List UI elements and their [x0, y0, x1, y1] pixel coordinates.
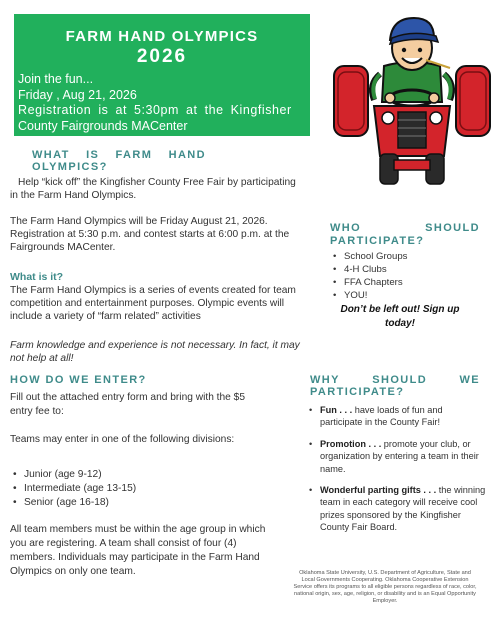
heading-word: WHAT [32, 149, 70, 161]
division-item: • Senior (age 16-18) [10, 496, 230, 510]
division-list [10, 468, 230, 510]
why-item-title: Fun . . . [320, 405, 353, 415]
heading-word: SHOULD [372, 374, 428, 386]
division-item: • Junior (age 9-12) [10, 468, 230, 482]
what-is-paragraph-1: Help “kick off” the Kingfisher County Free Fair by participating in the Farm Hand Olympics. [10, 177, 296, 202]
intro-text [18, 72, 304, 134]
why-item-text: promote your club, or organization by entering a team in their name. [320, 438, 479, 474]
enter-heading: HOW DO WE ENTER? [10, 374, 147, 386]
tractor-farmer-illustration [332, 4, 492, 204]
who-item: • 4-H Clubs [330, 263, 480, 276]
who-item: • YOU! [330, 289, 480, 302]
division-item: • Intermediate (age 13-15) [10, 482, 230, 496]
why-item-title: Wonderful parting gifts . . . [320, 485, 437, 496]
footer-disclaimer: Oklahoma State University, U.S. Department of Agriculture, State and Local Governments Cooperating. Oklahoma Cooperative Extension Service offers its programs to all eligible persons regardless of race, color, national origin, sex, age, religion, or disability and is an Equal Opportunity Employer. [293, 570, 477, 604]
why-item-text: the winning team in each category will receive cool prizes sponsored by the Kingfisher County Fair Board. [320, 485, 486, 533]
why-item-text: have loads of fun and participate in the County Fair! [320, 405, 443, 428]
who-heading-line2: PARTICIPATE? [330, 235, 425, 247]
what-is-it-heading: What is it? [10, 271, 64, 283]
intro-line: Friday , Aug 21, 2026 [18, 87, 137, 102]
what-is-heading-line2: OLYMPICS? [32, 161, 108, 173]
why-list [306, 404, 486, 534]
what-is-it-note: Farm knowledge and experience is not necessary. In fact, it may not help at all! [10, 340, 300, 365]
enter-paragraph-2: Teams may enter in one of the following divisions: [10, 434, 235, 445]
intro-line: County Fairgrounds MACenter [18, 118, 188, 133]
who-cta: Don’t be left out! Sign up today! [340, 304, 460, 329]
why-heading-line2: PARTICIPATE? [310, 386, 405, 398]
who-item: • School Groups [330, 250, 480, 263]
why-item-fun [306, 404, 486, 429]
what-is-paragraph-2: The Farm Hand Olympics will be Friday August 21, 2026. Registration at 5:30 p.m. and contest starts at 6:00 p.m. at the Fairgrounds MACenter. [10, 216, 290, 254]
enter-paragraph-3: All team members must be within the age group in which you are registering. A team shall consist of four (4) members. Individuals may participate in the Farm Hand Olympics on only one team. [10, 524, 266, 577]
what-is-heading [32, 149, 206, 173]
why-heading [310, 374, 480, 398]
heading-word: HAND [168, 149, 206, 161]
what-is-it-paragraph: The Farm Hand Olympics is a series of events created for team competition and entertainment purposes. Olympic events will include a variety of “farm related” activities [10, 285, 296, 323]
event-title: FARM HAND OLYMPICS [65, 28, 259, 45]
heading-word: SHOULD [425, 222, 480, 234]
who-item: • FFA Chapters [330, 276, 480, 289]
why-item-promotion [306, 438, 486, 475]
why-item-title: Promotion . . . [320, 438, 382, 449]
heading-word: WHO [330, 222, 362, 234]
heading-word: WHY [310, 374, 340, 386]
why-item-gifts [306, 484, 486, 534]
event-year: 2026 [136, 46, 188, 67]
header-banner [14, 14, 310, 136]
intro-line: Registration is at 5:30pm at the Kingfisher [18, 103, 292, 117]
heading-word: IS [86, 149, 100, 161]
intro-line: Join the fun... [18, 72, 94, 86]
enter-paragraph-1: Fill out the attached entry form and bring with the $5 entry fee to: [10, 392, 246, 417]
who-list [330, 250, 480, 302]
heading-word: FARM [115, 149, 153, 161]
who-heading [330, 222, 480, 248]
heading-word: WE [459, 374, 480, 386]
